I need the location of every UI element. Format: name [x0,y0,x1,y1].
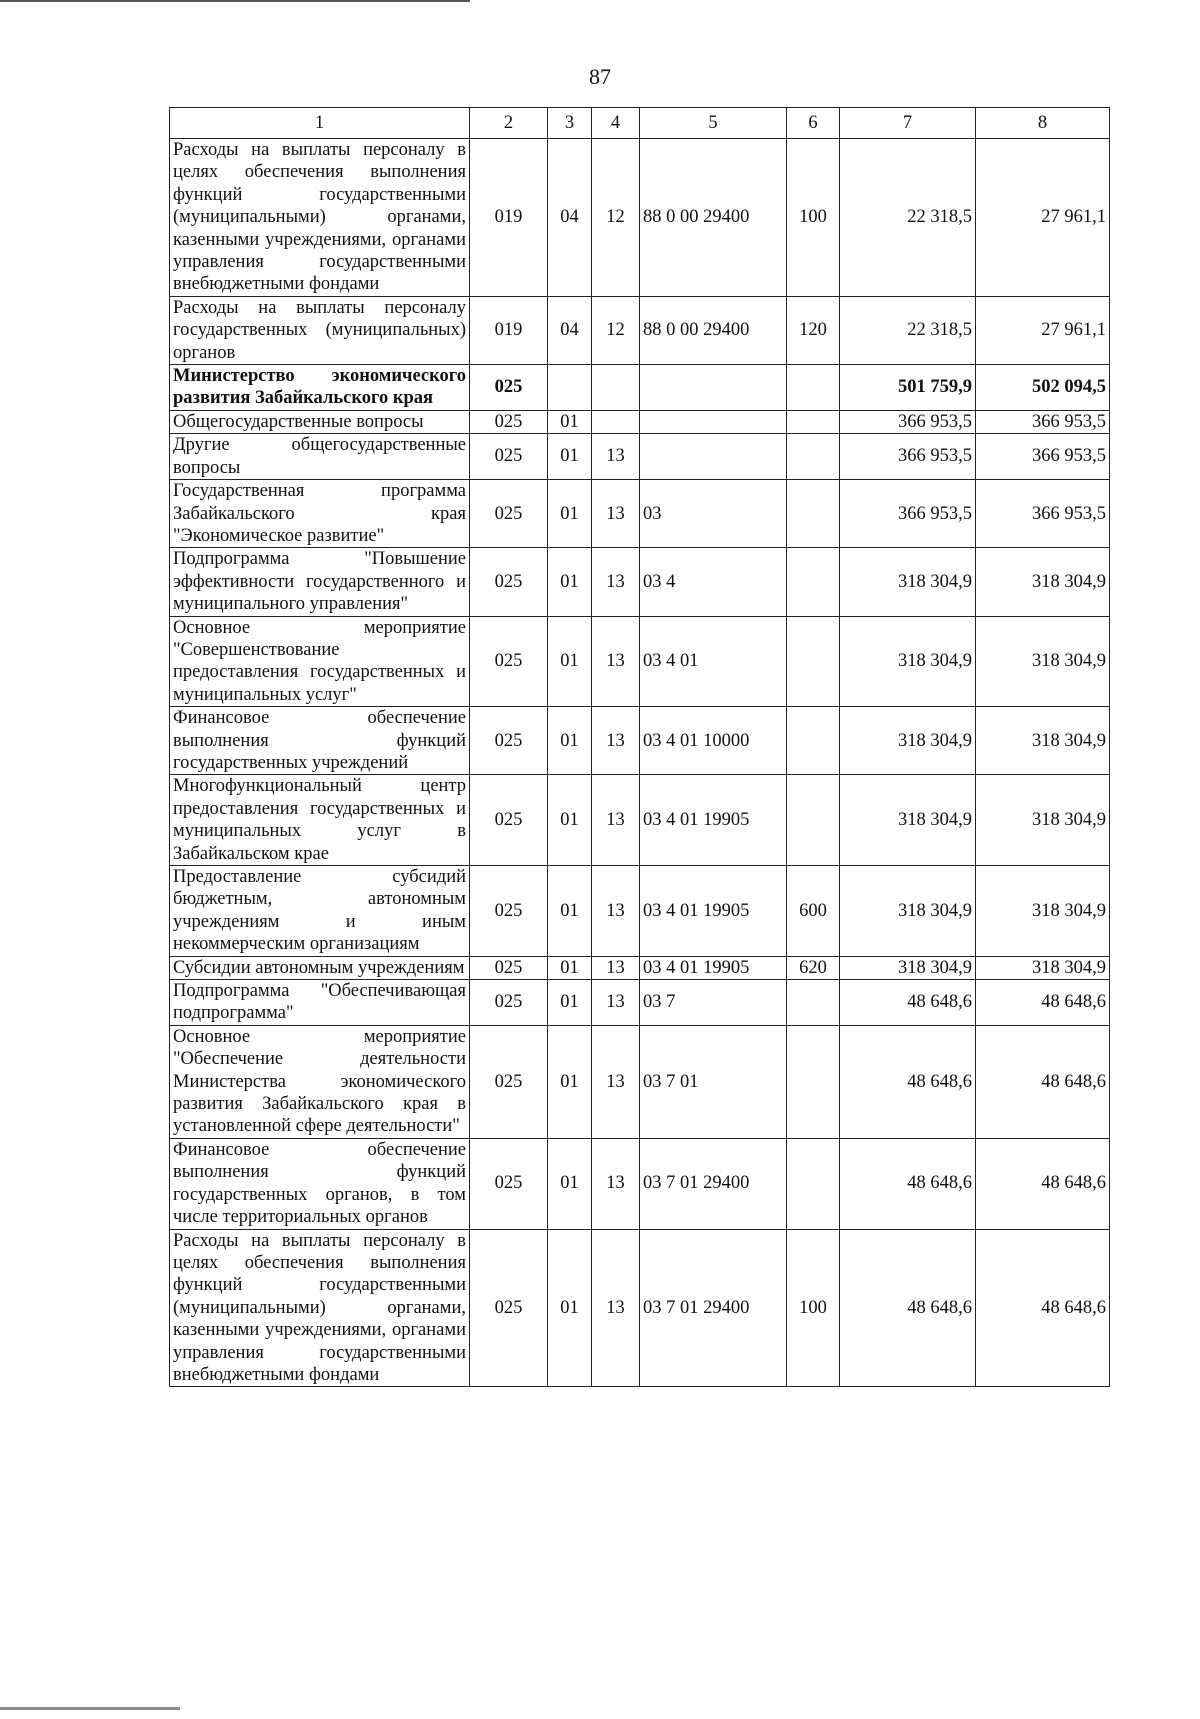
row-sum-2: 48 648,6 [976,980,1110,1026]
row-name: Общегосударственные вопросы [170,410,470,433]
row-pr: 13 [592,707,640,775]
row-pr: 13 [592,866,640,957]
row-sum-1: 501 759,9 [840,365,976,411]
row-pr: 13 [592,956,640,979]
row-grbs: 025 [470,707,548,775]
row-sum-2: 366 953,5 [976,480,1110,548]
row-csr: 03 [640,480,787,548]
row-vr: 620 [787,956,840,979]
row-pr: 13 [592,434,640,480]
row-grbs: 025 [470,548,548,616]
table-row [170,365,1110,411]
row-vr [787,775,840,866]
row-rz: 01 [548,1025,592,1138]
table-row [170,707,1110,775]
budget-table [169,107,1110,1387]
row-vr [787,548,840,616]
row-grbs: 025 [470,1138,548,1229]
row-rz: 04 [548,296,592,364]
row-sum-2: 366 953,5 [976,434,1110,480]
row-csr: 03 4 01 19905 [640,866,787,957]
row-sum-2: 48 648,6 [976,1138,1110,1229]
row-csr: 88 0 00 29400 [640,296,787,364]
row-name: Государственная программа Забайкальского края "Экономическое развитие" [170,480,470,548]
header-cell-1: 1 [170,108,470,139]
row-rz: 01 [548,434,592,480]
row-pr: 12 [592,139,640,297]
row-grbs: 025 [470,775,548,866]
row-name: Финансовое обеспечение выполнения функций государственных учреждений [170,707,470,775]
table-row [170,139,1110,297]
row-pr: 13 [592,616,640,707]
row-sum-2: 318 304,9 [976,956,1110,979]
header-row [170,108,1110,139]
header-cell-2: 2 [470,108,548,139]
row-csr: 03 4 [640,548,787,616]
row-sum-2: 318 304,9 [976,548,1110,616]
row-sum-2: 366 953,5 [976,410,1110,433]
row-rz: 04 [548,139,592,297]
table-row [170,866,1110,957]
row-csr [640,365,787,411]
top-rule [0,0,470,2]
row-csr: 03 4 01 19905 [640,775,787,866]
row-csr [640,410,787,433]
row-name: Расходы на выплаты персоналу в целях обеспечения выполнения функций государственными (муниципальными) органами, казенными учреждениями, органами управления государственными внебюджетными фондами [170,1229,470,1387]
row-grbs: 025 [470,980,548,1026]
row-sum-2: 318 304,9 [976,707,1110,775]
row-sum-1: 318 304,9 [840,616,976,707]
row-vr [787,480,840,548]
row-name: Субсидии автономным учреждениям [170,956,470,979]
row-csr: 03 7 01 [640,1025,787,1138]
row-pr: 13 [592,480,640,548]
row-rz [548,365,592,411]
row-name: Многофункциональный центр предоставления государственных и муниципальных услуг в Забайкальском крае [170,775,470,866]
header-cell-3: 3 [548,108,592,139]
row-csr: 03 7 01 29400 [640,1138,787,1229]
table-row [170,1025,1110,1138]
row-pr [592,365,640,411]
row-vr [787,980,840,1026]
row-sum-1: 22 318,5 [840,296,976,364]
table-row [170,956,1110,979]
row-rz: 01 [548,410,592,433]
row-sum-1: 318 304,9 [840,775,976,866]
row-name: Основное мероприятие "Совершенствование предоставления государственных и муниципальных услуг" [170,616,470,707]
row-name: Подпрограмма "Обеспечивающая подпрограмма" [170,980,470,1026]
row-grbs: 025 [470,616,548,707]
row-sum-2: 318 304,9 [976,866,1110,957]
row-vr [787,1138,840,1229]
row-sum-2: 318 304,9 [976,775,1110,866]
row-sum-1: 48 648,6 [840,1138,976,1229]
row-grbs: 019 [470,139,548,297]
row-rz: 01 [548,980,592,1026]
row-vr: 120 [787,296,840,364]
row-sum-2: 318 304,9 [976,616,1110,707]
row-grbs: 025 [470,1229,548,1387]
row-csr: 03 4 01 10000 [640,707,787,775]
table-row [170,410,1110,433]
header-cell-4: 4 [592,108,640,139]
row-rz: 01 [548,616,592,707]
row-rz: 01 [548,775,592,866]
row-grbs: 025 [470,956,548,979]
page-number: 87 [589,64,611,89]
row-sum-2: 27 961,1 [976,139,1110,297]
row-vr: 100 [787,1229,840,1387]
row-csr: 03 7 01 29400 [640,1229,787,1387]
row-pr: 12 [592,296,640,364]
row-pr: 13 [592,1025,640,1138]
row-rz: 01 [548,1229,592,1387]
table-row [170,480,1110,548]
row-name: Расходы на выплаты персоналу в целях обеспечения выполнения функций государственными (муниципальными) органами, казенными учреждениями, органами управления государственными внебюджетными фондами [170,139,470,297]
row-sum-1: 318 304,9 [840,548,976,616]
row-sum-1: 48 648,6 [840,1229,976,1387]
row-sum-1: 48 648,6 [840,1025,976,1138]
row-csr [640,434,787,480]
row-pr: 13 [592,1138,640,1229]
row-csr: 88 0 00 29400 [640,139,787,297]
row-sum-2: 27 961,1 [976,296,1110,364]
row-grbs: 025 [470,480,548,548]
row-sum-2: 48 648,6 [976,1229,1110,1387]
row-pr: 13 [592,980,640,1026]
bottom-rule [0,1707,180,1710]
row-name: Другие общегосударственные вопросы [170,434,470,480]
row-name: Министерство экономического развития Забайкальского края [170,365,470,411]
row-rz: 01 [548,707,592,775]
row-csr: 03 7 [640,980,787,1026]
row-vr [787,616,840,707]
row-name: Подпрограмма "Повышение эффективности государственного и муниципального управления" [170,548,470,616]
row-sum-2: 48 648,6 [976,1025,1110,1138]
row-vr: 600 [787,866,840,957]
row-rz: 01 [548,866,592,957]
row-vr: 100 [787,139,840,297]
table-row [170,296,1110,364]
header-cell-8: 8 [976,108,1110,139]
row-sum-1: 366 953,5 [840,480,976,548]
row-vr [787,410,840,433]
table-row [170,1138,1110,1229]
row-vr [787,434,840,480]
row-name: Основное мероприятие "Обеспечение деятельности Министерства экономического развития Забайкальского края в установленной сфере деятельности" [170,1025,470,1138]
row-vr [787,707,840,775]
header-cell-5: 5 [640,108,787,139]
row-name: Финансовое обеспечение выполнения функций государственных органов, в том числе территориальных органов [170,1138,470,1229]
row-rz: 01 [548,956,592,979]
row-sum-1: 48 648,6 [840,980,976,1026]
row-csr: 03 4 01 19905 [640,956,787,979]
row-pr: 13 [592,1229,640,1387]
row-vr [787,365,840,411]
row-grbs: 019 [470,296,548,364]
row-sum-1: 366 953,5 [840,410,976,433]
row-rz: 01 [548,548,592,616]
header-cell-6: 6 [787,108,840,139]
row-sum-2: 502 094,5 [976,365,1110,411]
row-grbs: 025 [470,434,548,480]
row-sum-1: 318 304,9 [840,866,976,957]
row-sum-1: 366 953,5 [840,434,976,480]
header-cell-7: 7 [840,108,976,139]
table-row [170,775,1110,866]
row-grbs: 025 [470,365,548,411]
table-row [170,616,1110,707]
row-rz: 01 [548,480,592,548]
row-sum-1: 318 304,9 [840,707,976,775]
row-grbs: 025 [470,410,548,433]
row-name: Расходы на выплаты персоналу государственных (муниципальных) органов [170,296,470,364]
table-row [170,1229,1110,1387]
row-name: Предоставление субсидий бюджетным, автономным учреждениям и иным некоммерческим организациям [170,866,470,957]
row-pr: 13 [592,548,640,616]
table-row [170,548,1110,616]
row-sum-1: 318 304,9 [840,956,976,979]
table-row [170,434,1110,480]
row-grbs: 025 [470,1025,548,1138]
table-row [170,980,1110,1026]
row-csr: 03 4 01 [640,616,787,707]
row-sum-1: 22 318,5 [840,139,976,297]
row-pr [592,410,640,433]
row-rz: 01 [548,1138,592,1229]
row-grbs: 025 [470,866,548,957]
row-pr: 13 [592,775,640,866]
row-vr [787,1025,840,1138]
